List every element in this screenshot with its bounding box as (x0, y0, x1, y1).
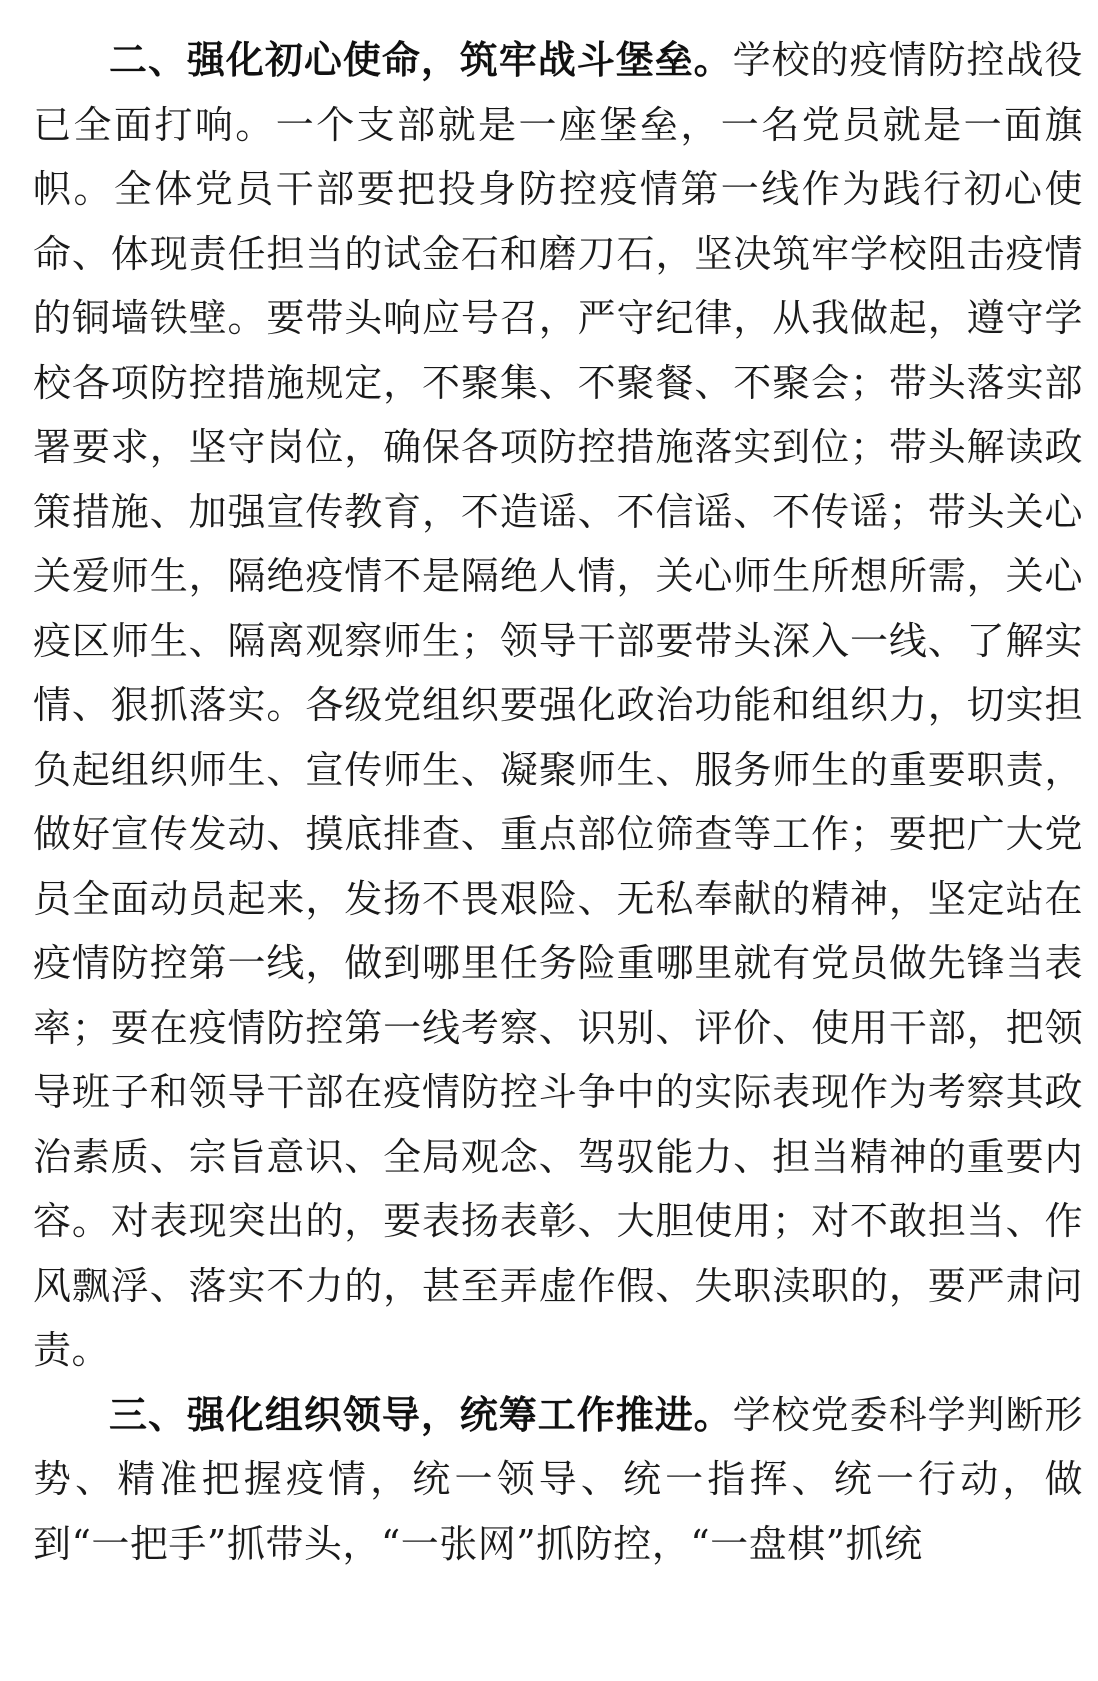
section-body: 学校党委科学判断形势、精准把握疫情，统一领导、统一指挥、统一行动，做到“一把手”抓带头，“一张网”抓防控，“一盘棋”抓统 (33, 1392, 1083, 1566)
section-heading: 二、强化初心使命，筑牢战斗堡垒。 (109, 38, 733, 82)
paragraph-section-3 (33, 1383, 1083, 1577)
paragraph-section-2 (33, 28, 1083, 1383)
section-heading: 三、强化组织领导，统筹工作推进。 (109, 1392, 733, 1437)
section-body: 学校的疫情防控战役已全面打响。一个支部就是一座堡垒，一名党员就是一面旗帜。全体党员干部要把投身防控疫情第一线作为践行初心使命、体现责任担当的试金石和磨刀石，坚决筑牢学校阻击疫情的铜墙铁壁。要带头响应号召，严守纪律，从我做起，遵守学校各项防控措施规定，不聚集、不聚餐、不聚会；带头落实部署要求，坚守岗位，确保各项防控措施落实到位；带头解读政策措施、加强宣传教育，不造谣、不信谣、不传谣；带头关心关爱师生，隔绝疫情不是隔绝人情，关心师生所想所需，关心疫区师生、隔离观察师生；领导干部要带头深入一线、了解实情、狠抓落实。各级党组织要强化政治功能和组织力，切实担负起组织师生、宣传师生、凝聚师生、服务师生的重要职责，做好宣传发动、摸底排查、重点部位筛查等工作；要把广大党员全面动员起来，发扬不畏艰险、无私奉献的精神，坚定站在疫情防控第一线，做到哪里任务险重哪里就有党员做先锋当表率；要在疫情防控第一线考察、识别、评价、使用干部，把领导班子和领导干部在疫情防控斗争中的实际表现作为考察其政治素质、宗旨意识、全局观念、驾驭能力、担当精神的重要内容。对表现突出的，要表扬表彰、大胆使用；对不敢担当、作风飘浮、落实不力的，甚至弄虚作假、失职渎职的，要严肃问责。 (33, 38, 1083, 1372)
document-page (33, 28, 1083, 1576)
